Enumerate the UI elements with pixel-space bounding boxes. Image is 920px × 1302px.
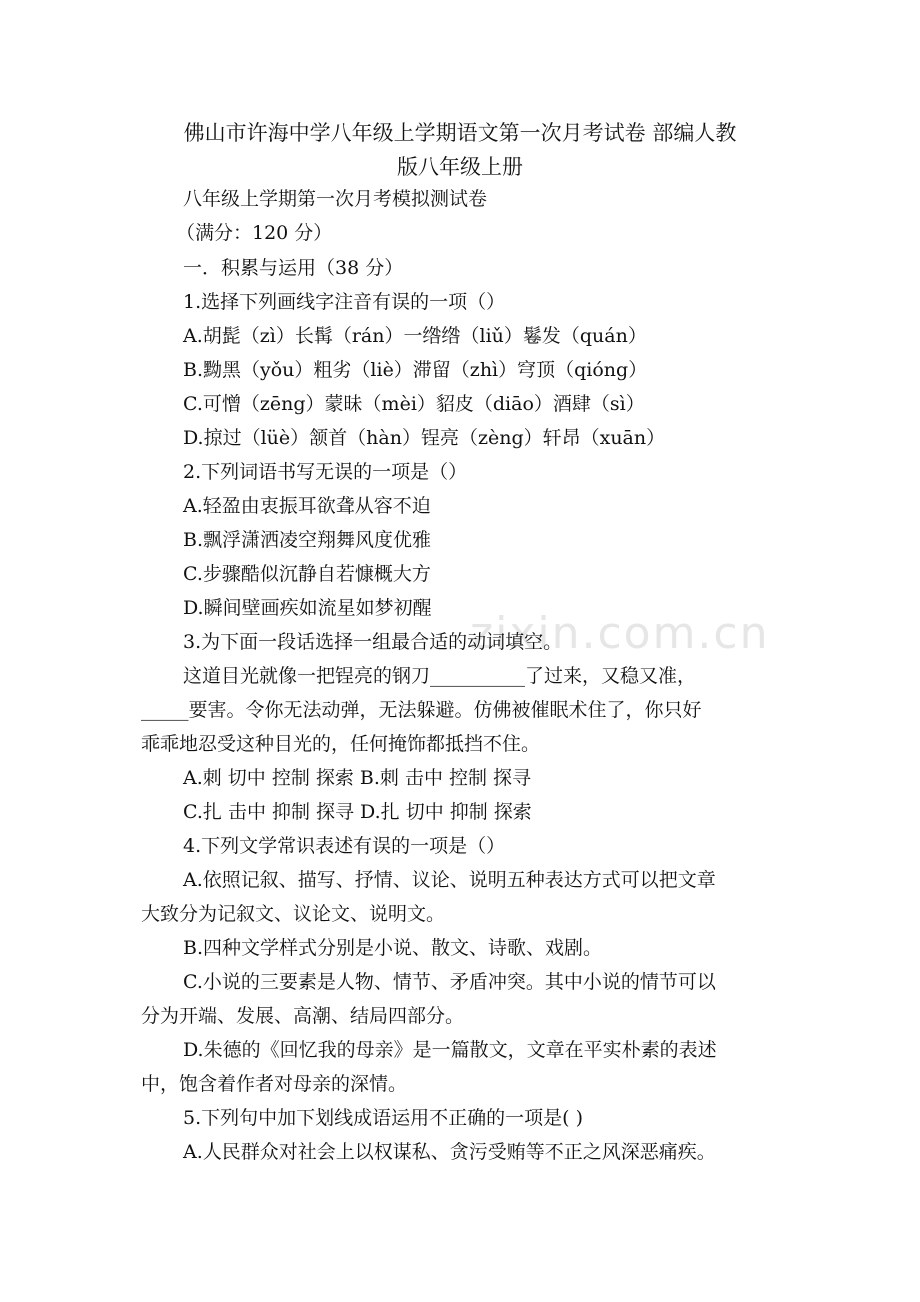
question-3-options-cd: C.扎 击中 抑制 探寻 D.扎 切中 抑制 探索 bbox=[183, 801, 532, 823]
question-2: 2.下列词语书写无误的一项是（） bbox=[183, 461, 468, 483]
question-3-passage-line-2: _____要害。令你无法动弹，无法躲避。仿佛被催眠术住了，你只好 bbox=[141, 699, 702, 721]
question-1-option-d: D.掠过（lüè）颔首（hàn）锃亮（zèng）轩昂（xuān） bbox=[183, 427, 666, 449]
question-2-option-d: D.瞬间壁画疾如流星如梦初醒 bbox=[183, 597, 432, 619]
watermark: zixin.com.cn bbox=[470, 608, 770, 659]
question-2-option-a: A.轻盈由衷振耳欲聋从容不迫 bbox=[183, 495, 431, 517]
question-3-passage-line-1: 这道目光就像一把锃亮的钢刀__________了过来，又稳又准， bbox=[183, 665, 697, 687]
question-3: 3.为下面一段话选择一组最合适的动词填空。 bbox=[183, 631, 563, 653]
question-5-option-a: A.人民群众对社会上以权谋私、贪污受贿等不正之风深恶痛疾。 bbox=[183, 1141, 716, 1163]
question-4-option-c-line-1: C.小说的三要素是人物、情节、矛盾冲突。其中小说的情节可以 bbox=[183, 971, 716, 993]
title-line-1: 佛山市许海中学八年级上学期语文第一次月考试卷 部编人教 bbox=[183, 121, 737, 145]
question-4: 4.下列文学常识表述有误的一项是（） bbox=[183, 835, 506, 857]
question-1-option-c: C.可憎（zēng）蒙昧（mèi）貂皮（diāo）酒肆（sì） bbox=[183, 393, 645, 415]
question-4-option-d-line-2: 中，饱含着作者对母亲的深情。 bbox=[141, 1073, 408, 1095]
title-line-2: 版八年级上册 bbox=[397, 155, 523, 179]
question-1-option-b: B.黝黑（yǒu）粗劣（liè）滞留（zhì）穹顶（qióng） bbox=[183, 359, 648, 381]
question-5: 5.下列句中加下划线成语运用不正确的一项是( ) bbox=[183, 1107, 583, 1129]
question-1: 1.选择下列画线字注音有误的一项（） bbox=[183, 291, 506, 313]
question-2-option-c: C.步骤酷似沉静自若慷概大方 bbox=[183, 563, 431, 585]
score: （满分：120 分） bbox=[176, 222, 333, 244]
question-2-option-b: B.飘浮潇洒凌空翔舞风度优雅 bbox=[183, 529, 432, 551]
question-4-option-a-line-1: A.依照记叙、描写、抒情、议论、说明五种表达方式可以把文章 bbox=[183, 869, 716, 891]
question-4-option-b: B.四种文学样式分别是小说、散文、诗歌、戏剧。 bbox=[183, 937, 603, 959]
question-1-option-a: A.胡髭（zì）长髯（rán）一绺绺（liǔ）鬈发（quán） bbox=[183, 325, 647, 347]
question-4-option-d-line-1: D.朱德的《回忆我的母亲》是一篇散文，文章在平实朴素的表述 bbox=[183, 1039, 717, 1061]
subtitle: 八年级上学期第一次月考模拟测试卷 bbox=[183, 188, 488, 210]
question-4-option-a-line-2: 大致分为记叙文、议论文、说明文。 bbox=[141, 903, 446, 925]
section-heading: 一．积累与运用（38 分） bbox=[183, 257, 404, 279]
question-4-option-c-line-2: 分为开端、发展、高潮、结局四部分。 bbox=[141, 1005, 465, 1027]
question-3-passage-line-3: 乖乖地忍受这种目光的，任何掩饰都抵挡不住。 bbox=[141, 733, 541, 755]
question-3-options-ab: A.刺 切中 控制 探索 B.刺 击中 控制 探寻 bbox=[183, 767, 532, 789]
